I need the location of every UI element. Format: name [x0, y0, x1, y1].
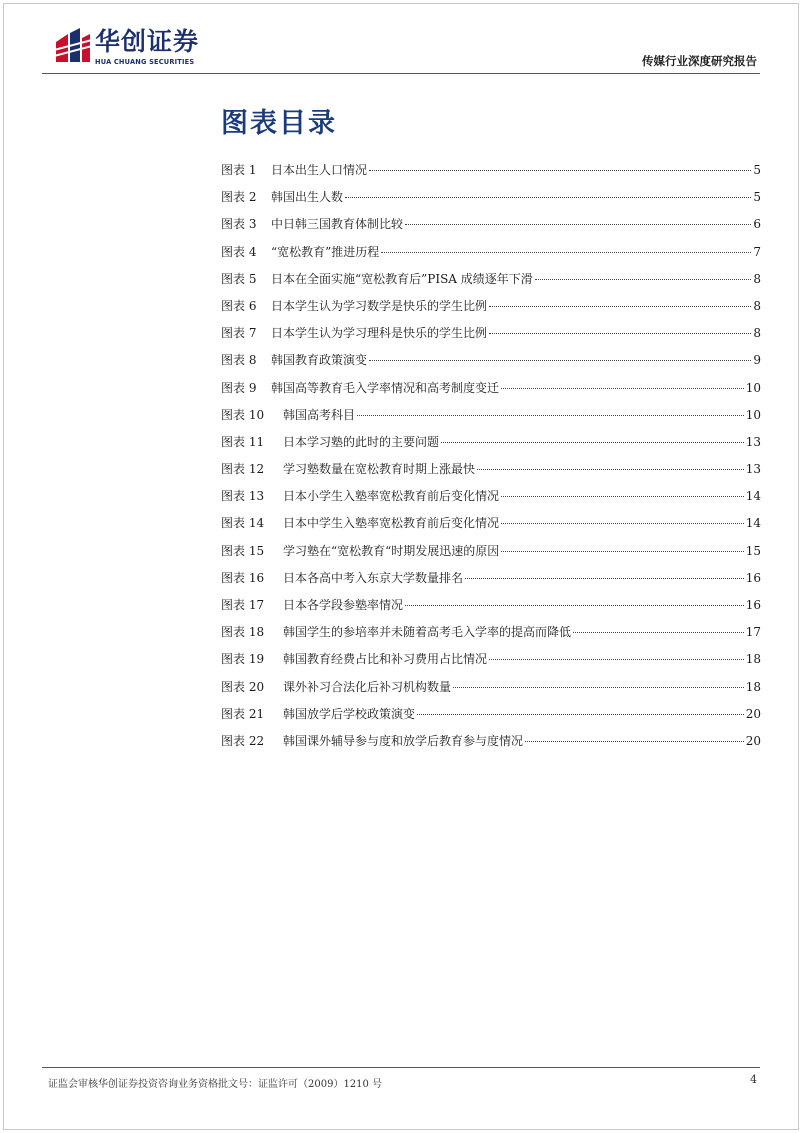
- toc-entry[interactable]: [221, 732, 761, 759]
- toc-entry-page: 18: [745, 652, 761, 667]
- toc-entry-label: 韩国高等教育毛入学率情况和高考制度变迁: [271, 380, 500, 395]
- toc-dot-leader: [357, 415, 744, 416]
- toc-entry-page: 16: [745, 598, 761, 612]
- toc-dot-leader: [525, 741, 744, 742]
- toc-entry-number: 图表 4: [221, 244, 257, 259]
- toc-entry-number: 图表 16: [221, 570, 265, 585]
- toc-entry[interactable]: [221, 678, 761, 705]
- toc-entry-number: 图表 9: [221, 380, 257, 395]
- toc-entry-label: 学习塾数量在宽松教育时期上涨最快: [283, 462, 476, 477]
- toc-entry-number: 图表 1: [221, 163, 257, 177]
- toc-entry[interactable]: [221, 161, 761, 188]
- toc-entry-page: 8: [753, 326, 761, 341]
- footer-disclaimer: 证监会审核华创证券投资咨询业务资格批文号：证监许可（2009）1210 号: [48, 1079, 383, 1090]
- toc-entry-page: 7: [753, 244, 761, 259]
- toc-dot-leader: [477, 469, 744, 470]
- toc-entry-number: 图表 17: [221, 598, 265, 612]
- toc-entry-number: 图表 22: [221, 733, 265, 748]
- toc-dot-leader: [405, 605, 744, 606]
- toc-entry-label: 学习塾在“宽松教育“时期发展迅速的原因: [283, 543, 500, 558]
- toc-entry-page: 15: [745, 543, 761, 558]
- toc-entry-label: 韩国放学后学校政策演变: [283, 706, 416, 721]
- toc-dot-leader: [489, 306, 751, 307]
- toc-entry-number: 图表 11: [221, 434, 265, 449]
- toc-dot-leader: [501, 551, 743, 552]
- toc-entry-label: 韩国高考科目: [283, 407, 356, 422]
- toc-entry-number: 图表 13: [221, 489, 265, 504]
- toc-dot-leader: [535, 279, 751, 280]
- company-logo: [54, 28, 214, 68]
- toc-entry-page: 10: [745, 407, 761, 422]
- toc-entry-page: 13: [745, 462, 761, 477]
- toc-entry-number: 图表 14: [221, 516, 265, 531]
- toc-entry-number: 图表 2: [221, 190, 257, 205]
- toc-entry-label: 日本在全面实施“宽松教育后”PISA 成绩逐年下滑: [271, 271, 533, 286]
- toc-dot-leader: [501, 388, 744, 389]
- toc-entry-number: 图表 8: [221, 353, 257, 368]
- toc-entry[interactable]: [221, 188, 761, 215]
- toc-entry[interactable]: [221, 243, 761, 270]
- toc-entry-page: 5: [753, 163, 761, 177]
- page-number: 4: [750, 1073, 757, 1086]
- toc-dot-leader: [417, 714, 744, 715]
- toc-dot-leader: [441, 442, 744, 443]
- toc-dot-leader: [489, 333, 751, 334]
- toc-entry[interactable]: [221, 433, 761, 460]
- toc-entry-page: 20: [745, 733, 761, 748]
- toc-entry[interactable]: [221, 569, 761, 596]
- toc-entry-number: 图表 5: [221, 271, 257, 286]
- toc-entry-label: 韩国教育政策演变: [271, 353, 368, 368]
- toc-entry-label: 日本出生人口情况: [271, 163, 368, 177]
- toc-entry-page: 13: [745, 434, 761, 449]
- toc-dot-leader: [573, 632, 744, 633]
- toc-entry[interactable]: [221, 351, 761, 378]
- toc-entry-number: 图表 7: [221, 326, 257, 341]
- footer-divider: [42, 1067, 760, 1068]
- logo-cn-text: 华创证券: [95, 27, 200, 56]
- toc-entry[interactable]: [221, 705, 761, 732]
- toc-entry-page: 6: [753, 217, 761, 232]
- logo-en-text: HUA CHUANG SECURITIES: [95, 58, 195, 66]
- toc-entry-label: “宽松教育”推进历程: [271, 244, 380, 259]
- toc-entry-number: 图表 20: [221, 679, 265, 694]
- toc-entry-label: 日本学生认为学习数学是快乐的学生比例: [271, 298, 488, 313]
- toc-entry-page: 17: [745, 625, 761, 640]
- toc-entry[interactable]: [221, 460, 761, 487]
- toc-entry-page: 20: [745, 706, 761, 721]
- toc-dot-leader: [453, 687, 744, 688]
- toc-entry-page: 5: [753, 190, 761, 205]
- toc-entry-label: 韩国学生的参培率并未随着高考毛入学率的提高而降低: [283, 625, 572, 640]
- toc-entry-label: 日本小学生入塾率宽松教育前后变化情况: [283, 489, 500, 504]
- toc-entry-page: 9: [753, 353, 761, 368]
- toc-entry-label: 韩国教育经费占比和补习费用占比情况: [283, 652, 488, 667]
- toc-entry-page: 10: [745, 380, 761, 395]
- toc-entry-label: 日本各学段参塾率情况: [283, 598, 404, 612]
- toc-dot-leader: [345, 197, 751, 198]
- toc-entry-page: 18: [745, 679, 761, 694]
- toc-dot-leader: [501, 523, 744, 524]
- toc-entry[interactable]: [221, 297, 761, 324]
- toc-entry-number: 图表 12: [221, 462, 265, 477]
- toc-entry[interactable]: [221, 514, 761, 541]
- toc-entry-number: 图表 6: [221, 298, 257, 313]
- toc-entry-number: 图表 15: [221, 543, 265, 558]
- toc-entry-page: 14: [745, 516, 761, 531]
- toc-entry[interactable]: [221, 487, 761, 514]
- toc-entry-page: 8: [753, 298, 761, 313]
- page-header: [0, 0, 802, 78]
- toc-dot-leader: [489, 659, 744, 660]
- toc-entry-page: 8: [753, 271, 761, 286]
- toc-entry[interactable]: [221, 379, 761, 406]
- toc-entry-number: 图表 3: [221, 217, 257, 232]
- toc-entry[interactable]: [221, 542, 761, 569]
- figure-toc-list: [221, 161, 761, 759]
- toc-dot-leader: [369, 170, 751, 171]
- toc-entry-page: 16: [745, 570, 761, 585]
- toc-entry-label: 课外补习合法化后补习机构数量: [283, 679, 452, 694]
- toc-entry-number: 图表 21: [221, 706, 265, 721]
- toc-entry-page: 14: [745, 489, 761, 504]
- toc-dot-leader: [501, 496, 744, 497]
- toc-entry[interactable]: [221, 270, 761, 297]
- logo-mark-icon: [54, 28, 92, 66]
- toc-entry-label: 日本学生认为学习理科是快乐的学生比例: [271, 326, 488, 341]
- toc-dot-leader: [405, 224, 751, 225]
- toc-dot-leader: [465, 578, 744, 579]
- toc-title: 图表目录: [221, 108, 337, 139]
- toc-entry-label: 韩国课外辅导参与度和放学后教育参与度情况: [283, 733, 524, 748]
- report-type: 传媒行业深度研究报告: [642, 54, 757, 68]
- toc-entry[interactable]: [221, 623, 761, 650]
- toc-entry-label: 韩国出生人数: [271, 190, 344, 205]
- toc-entry[interactable]: [221, 596, 761, 623]
- toc-entry-label: 日本中学生入塾率宽松教育前后变化情况: [283, 516, 500, 531]
- toc-dot-leader: [381, 252, 751, 253]
- toc-entry-label: 日本学习塾的此时的主要问题: [283, 434, 440, 449]
- header-divider: [42, 73, 760, 74]
- toc-dot-leader: [369, 360, 751, 361]
- toc-entry[interactable]: [221, 650, 761, 677]
- toc-entry-number: 图表 19: [221, 652, 265, 667]
- toc-entry[interactable]: [221, 406, 761, 433]
- toc-entry-number: 图表 10: [221, 407, 265, 422]
- toc-entry[interactable]: [221, 215, 761, 242]
- toc-entry-label: 中日韩三国教育体制比较: [271, 217, 404, 232]
- toc-entry-number: 图表 18: [221, 625, 265, 640]
- toc-entry-label: 日本各高中考入东京大学数量排名: [283, 570, 464, 585]
- toc-entry[interactable]: [221, 324, 761, 351]
